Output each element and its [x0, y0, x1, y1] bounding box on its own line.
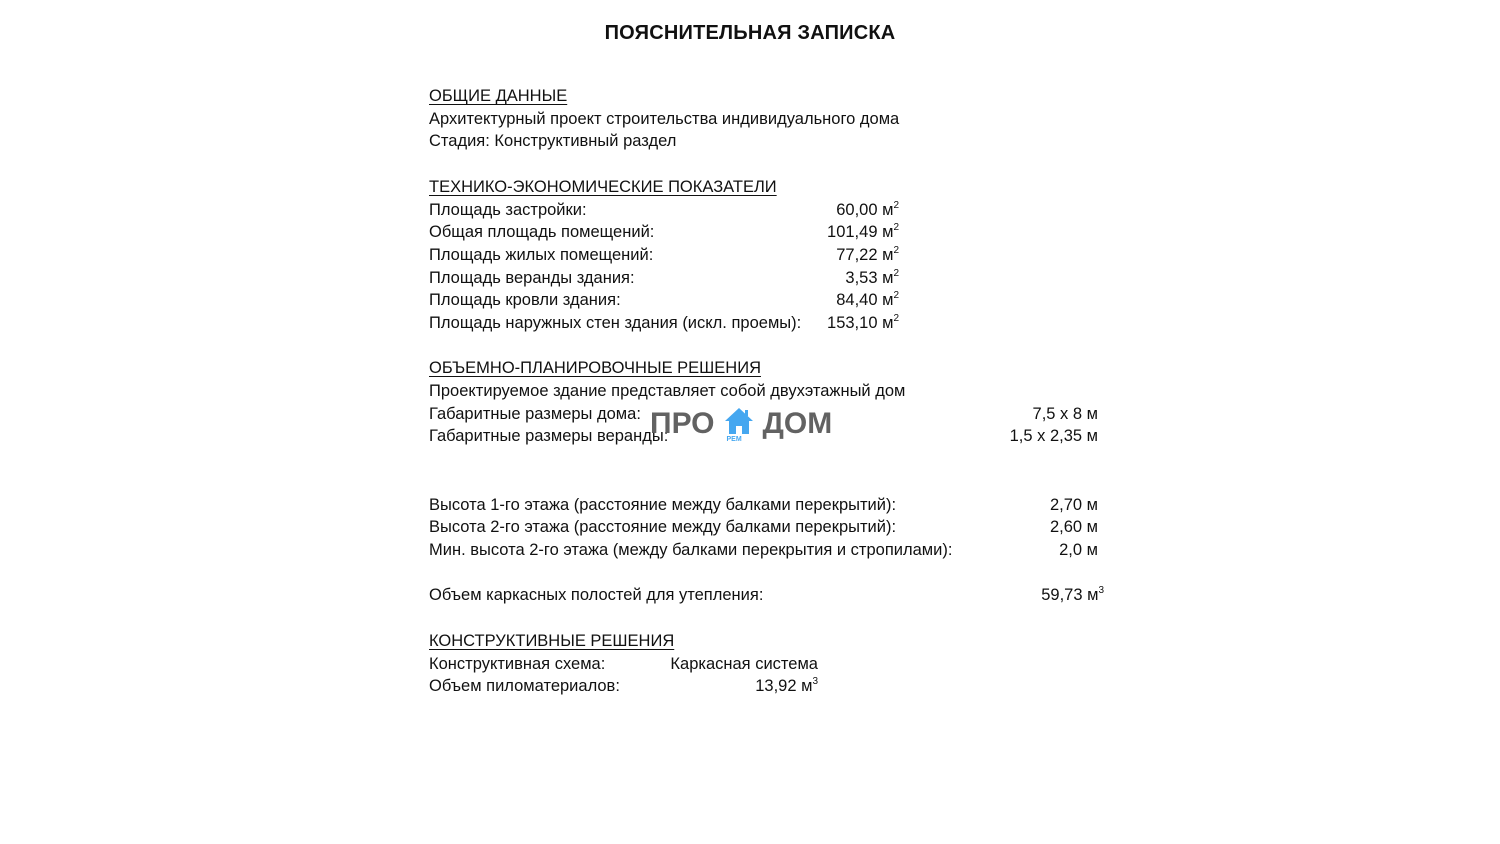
height-value: 2,70 м [1049, 496, 1098, 514]
height-value: 2,0 м [1059, 541, 1098, 559]
tep-label: Общая площадь помещений: [429, 223, 655, 241]
tep-label: Площадь веранды здания: [429, 269, 635, 287]
planning-intro: Проектируемое здание представляет собой двухэтажный дом [429, 382, 906, 400]
tep-label: Площадь застройки: [429, 201, 587, 219]
watermark-logo [650, 404, 832, 444]
tep-label: Площадь наружных стен здания (искл. проемы): [429, 314, 802, 332]
planning-label: Габаритные размеры веранды: [429, 427, 669, 445]
structural-value: Каркасная система [670, 655, 818, 673]
tep-value: 3,53 $м^2$ [845, 268, 899, 287]
height-label: Мин. высота 2-го этажа (между балками перекрытия и стропилами): [429, 541, 953, 559]
structural-label: Объем пиломатериалов: [429, 677, 620, 695]
watermark-subtext: РЕМ [726, 436, 742, 443]
tep-label: Площадь жилых помещений: [429, 246, 654, 264]
general-line: Архитектурный проект строительства индивидуального дома [429, 110, 900, 128]
house-icon [723, 406, 755, 442]
height-value: 2,60 м [1049, 518, 1098, 536]
insulation-value: 59,73 $м^3$ [1041, 585, 1104, 604]
section-heading-tep: ТЕХНИКО-ЭКОНОМИЧЕСКИЕ ПОКАЗАТЕЛИ [429, 178, 777, 196]
tep-value: 101,49 $м^2$ [827, 222, 899, 241]
tep-value: 84,40 $м^2$ [836, 290, 899, 309]
planning-value: 1,5 х 2,35 м [1009, 427, 1098, 445]
insulation-label: Объем каркасных полостей для утепления: [429, 586, 764, 604]
section-heading-planning: ОБЪЕМНО-ПЛАНИРОВОЧНЫЕ РЕШЕНИЯ [429, 359, 761, 377]
watermark-text-left: ПРО [650, 407, 715, 440]
tep-value: 60,00 $м^2$ [836, 200, 899, 219]
height-label: Высота 1-го этажа (расстояние между балками перекрытий): [429, 496, 897, 514]
tep-value: 153,10 $м^2$ [827, 313, 899, 332]
structural-value: 13,92 $м^3$ [755, 676, 818, 695]
section-heading-general: ОБЩИЕ ДАННЫЕ [429, 87, 568, 105]
watermark-text-right: ДОМ [762, 407, 833, 440]
document-title: ПОЯСНИТЕЛЬНАЯ ЗАПИСКА [604, 22, 896, 44]
section-heading-structural: КОНСТРУКТИВНЫЕ РЕШЕНИЯ [429, 632, 675, 650]
structural-label: Конструктивная схема: [429, 655, 606, 673]
height-label: Высота 2-го этажа (расстояние между балками перекрытий): [429, 518, 897, 536]
general-line: Стадия: Конструктивный раздел [429, 132, 677, 150]
planning-value: 7,5 х 8 м [1032, 405, 1098, 423]
tep-value: 77,22 $м^2$ [836, 245, 899, 264]
planning-label: Габаритные размеры дома: [429, 405, 641, 423]
tep-label: Площадь кровли здания: [429, 291, 621, 309]
